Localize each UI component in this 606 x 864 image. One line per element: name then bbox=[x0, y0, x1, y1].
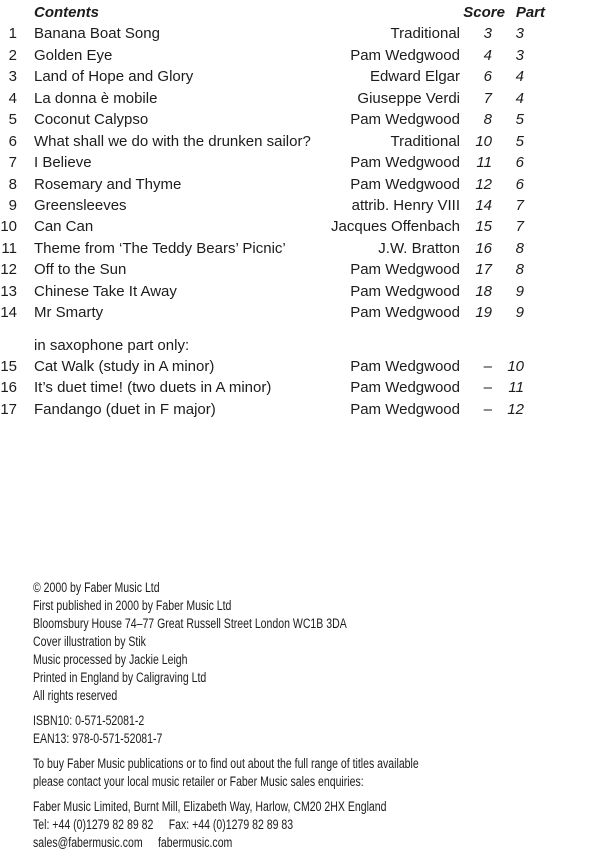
score-page: 12 bbox=[475, 175, 492, 193]
sales-info-paragraph bbox=[33, 755, 599, 791]
toc-row bbox=[0, 45, 524, 66]
toc-row bbox=[0, 356, 524, 377]
song-number: 15 bbox=[0, 358, 17, 375]
part-page: 5 bbox=[515, 132, 524, 150]
toc-row bbox=[0, 66, 524, 87]
song-number: 8 bbox=[8, 175, 17, 193]
song-number: 4 bbox=[8, 89, 17, 107]
score-page: 15 bbox=[475, 218, 492, 236]
score-page: – bbox=[483, 379, 492, 397]
score-page: 8 bbox=[483, 111, 492, 129]
isbn-line: EAN13: 978-0-571-52081-7 bbox=[33, 731, 163, 746]
part-page: 5 bbox=[515, 111, 524, 129]
song-title: Land of Hope and Glory bbox=[34, 68, 194, 86]
part-page: 12 bbox=[507, 400, 524, 418]
composer: attrib. Henry VIII bbox=[351, 196, 460, 214]
isbn-line: ISBN10: 0-571-52081-2 bbox=[33, 713, 145, 728]
composer: Pam Wedgwood bbox=[350, 46, 460, 64]
score-page: 11 bbox=[476, 154, 492, 172]
toc-row bbox=[0, 302, 524, 323]
composer: Pam Wedgwood bbox=[350, 154, 460, 172]
copyright-paragraph bbox=[33, 579, 599, 705]
part-page: 11 bbox=[508, 379, 524, 397]
song-title: Greensleeves bbox=[34, 196, 127, 214]
song-number: 2 bbox=[8, 46, 17, 64]
part-page: 10 bbox=[507, 358, 524, 375]
composer: Edward Elgar bbox=[369, 68, 460, 86]
song-number: 6 bbox=[8, 132, 17, 150]
toc-row bbox=[0, 377, 524, 398]
song-number: 3 bbox=[8, 68, 17, 86]
song-title: Mr Smarty bbox=[34, 304, 104, 322]
part-page: 3 bbox=[515, 25, 524, 43]
song-title: I Believe bbox=[34, 154, 92, 172]
score-page: 6 bbox=[483, 68, 492, 86]
imprint-line: All rights reserved bbox=[33, 688, 118, 703]
score-page: 19 bbox=[475, 304, 492, 322]
telephone-number: Tel: +44 (0)1279 82 89 82 bbox=[33, 817, 154, 832]
composer: Pam Wedgwood bbox=[350, 111, 460, 129]
composer: Jacques Offenbach bbox=[331, 218, 460, 236]
toc-row bbox=[0, 259, 524, 280]
score-page: 14 bbox=[475, 196, 492, 214]
part-page: 9 bbox=[515, 304, 524, 322]
toc-row bbox=[0, 23, 524, 44]
song-title: Theme from ‘The Teddy Bears’ Picnic’ bbox=[34, 239, 286, 257]
song-title: La donna è mobile bbox=[34, 89, 158, 107]
toc-saxophone-rows bbox=[0, 356, 524, 420]
composer: Traditional bbox=[390, 25, 460, 43]
score-page: 18 bbox=[475, 282, 492, 300]
score-page: 3 bbox=[483, 25, 492, 43]
song-number: 7 bbox=[8, 154, 17, 172]
song-number: 5 bbox=[8, 111, 17, 129]
imprint-block bbox=[33, 579, 599, 859]
composer: Pam Wedgwood bbox=[350, 379, 460, 397]
part-column-header: Part bbox=[515, 4, 545, 21]
song-title: It’s duet time! (two duets in A minor) bbox=[34, 379, 272, 397]
score-page: 4 bbox=[483, 46, 492, 64]
contents-title: Contents bbox=[34, 4, 99, 21]
composer: Pam Wedgwood bbox=[350, 175, 460, 193]
toc-row bbox=[0, 281, 524, 302]
song-number: 12 bbox=[0, 261, 17, 279]
score-page: – bbox=[483, 400, 492, 418]
composer: Pam Wedgwood bbox=[350, 400, 460, 418]
part-page: 3 bbox=[515, 46, 524, 64]
sales-info-line: please contact your local music retailer or Faber Music sales enquiries: bbox=[33, 774, 364, 789]
composer: Pam Wedgwood bbox=[350, 261, 460, 279]
score-page: – bbox=[483, 358, 492, 375]
score-page: 17 bbox=[475, 261, 492, 279]
song-title: Chinese Take It Away bbox=[34, 282, 177, 300]
part-page: 7 bbox=[515, 218, 524, 236]
song-title: Off to the Sun bbox=[34, 261, 127, 279]
toc-row bbox=[0, 216, 524, 237]
part-page: 8 bbox=[515, 239, 524, 257]
toc-row bbox=[0, 195, 524, 216]
contact-address-line: Faber Music Limited, Burnt Mill, Elizabeth Way, Harlow, CM20 2HX England bbox=[33, 799, 387, 814]
isbn-paragraph bbox=[33, 712, 599, 748]
song-title: Cat Walk (study in A minor) bbox=[34, 358, 215, 375]
imprint-line: © 2000 by Faber Music Ltd bbox=[33, 580, 160, 595]
song-number: 14 bbox=[0, 304, 17, 322]
part-page: 7 bbox=[515, 196, 524, 214]
toc-row bbox=[0, 88, 524, 109]
composer: Traditional bbox=[390, 132, 460, 150]
song-number: 16 bbox=[0, 379, 17, 397]
toc-main-rows bbox=[0, 23, 524, 323]
imprint-line: Cover illustration by Stik bbox=[33, 634, 146, 649]
song-title: Rosemary and Thyme bbox=[34, 175, 182, 193]
song-number: 9 bbox=[8, 196, 17, 214]
email-address: sales@fabermusic.com bbox=[33, 835, 143, 850]
song-number: 13 bbox=[0, 282, 17, 300]
song-title: Banana Boat Song bbox=[34, 25, 160, 43]
email-web-line bbox=[33, 834, 599, 852]
imprint-line: First published in 2000 by Faber Music Ltd bbox=[33, 598, 232, 613]
part-page: 6 bbox=[515, 154, 524, 172]
sales-info-line: To buy Faber Music publications or to find out about the full range of titles available bbox=[33, 756, 419, 771]
song-title: What shall we do with the drunken sailor? bbox=[34, 132, 311, 150]
fax-number: Fax: +44 (0)1279 82 89 83 bbox=[168, 817, 294, 832]
toc-row bbox=[0, 174, 524, 195]
website-address: fabermusic.com bbox=[158, 835, 233, 850]
score-page: 16 bbox=[475, 239, 492, 257]
song-title: Golden Eye bbox=[34, 46, 113, 64]
toc-row bbox=[0, 131, 524, 152]
imprint-line: Music processed by Jackie Leigh bbox=[33, 652, 188, 667]
toc-row bbox=[0, 152, 524, 173]
composer: Giuseppe Verdi bbox=[357, 89, 460, 107]
score-page: 7 bbox=[483, 89, 492, 107]
toc-row bbox=[0, 399, 524, 420]
contents-header-row bbox=[0, 2, 545, 23]
part-page: 9 bbox=[515, 282, 524, 300]
imprint-line: Printed in England by Caligraving Ltd bbox=[33, 670, 207, 685]
part-page: 8 bbox=[515, 261, 524, 279]
song-number: 10 bbox=[0, 218, 17, 236]
score-page: 10 bbox=[475, 132, 492, 150]
toc-row bbox=[0, 238, 524, 259]
part-page: 4 bbox=[515, 68, 524, 86]
song-title: Can Can bbox=[34, 218, 94, 236]
composer: J.W. Bratton bbox=[378, 239, 460, 257]
song-title: Coconut Calypso bbox=[34, 111, 149, 129]
contact-paragraph bbox=[33, 798, 599, 852]
composer: Pam Wedgwood bbox=[350, 358, 460, 375]
saxophone-section-label: in saxophone part only: bbox=[34, 336, 190, 354]
song-number: 1 bbox=[8, 25, 17, 43]
tel-fax-line bbox=[33, 816, 599, 834]
composer: Pam Wedgwood bbox=[350, 304, 460, 322]
composer: Pam Wedgwood bbox=[350, 282, 460, 300]
song-number: 17 bbox=[0, 400, 17, 418]
score-column-header: Score bbox=[463, 4, 505, 21]
song-number: 11 bbox=[1, 239, 17, 257]
imprint-line: Bloomsbury House 74–77 Great Russell Street London WC1B 3DA bbox=[33, 616, 347, 631]
contents-table bbox=[0, 2, 545, 420]
toc-row bbox=[0, 109, 524, 130]
part-page: 4 bbox=[515, 89, 524, 107]
song-title: Fandango (duet in F major) bbox=[34, 400, 216, 418]
part-page: 6 bbox=[515, 175, 524, 193]
